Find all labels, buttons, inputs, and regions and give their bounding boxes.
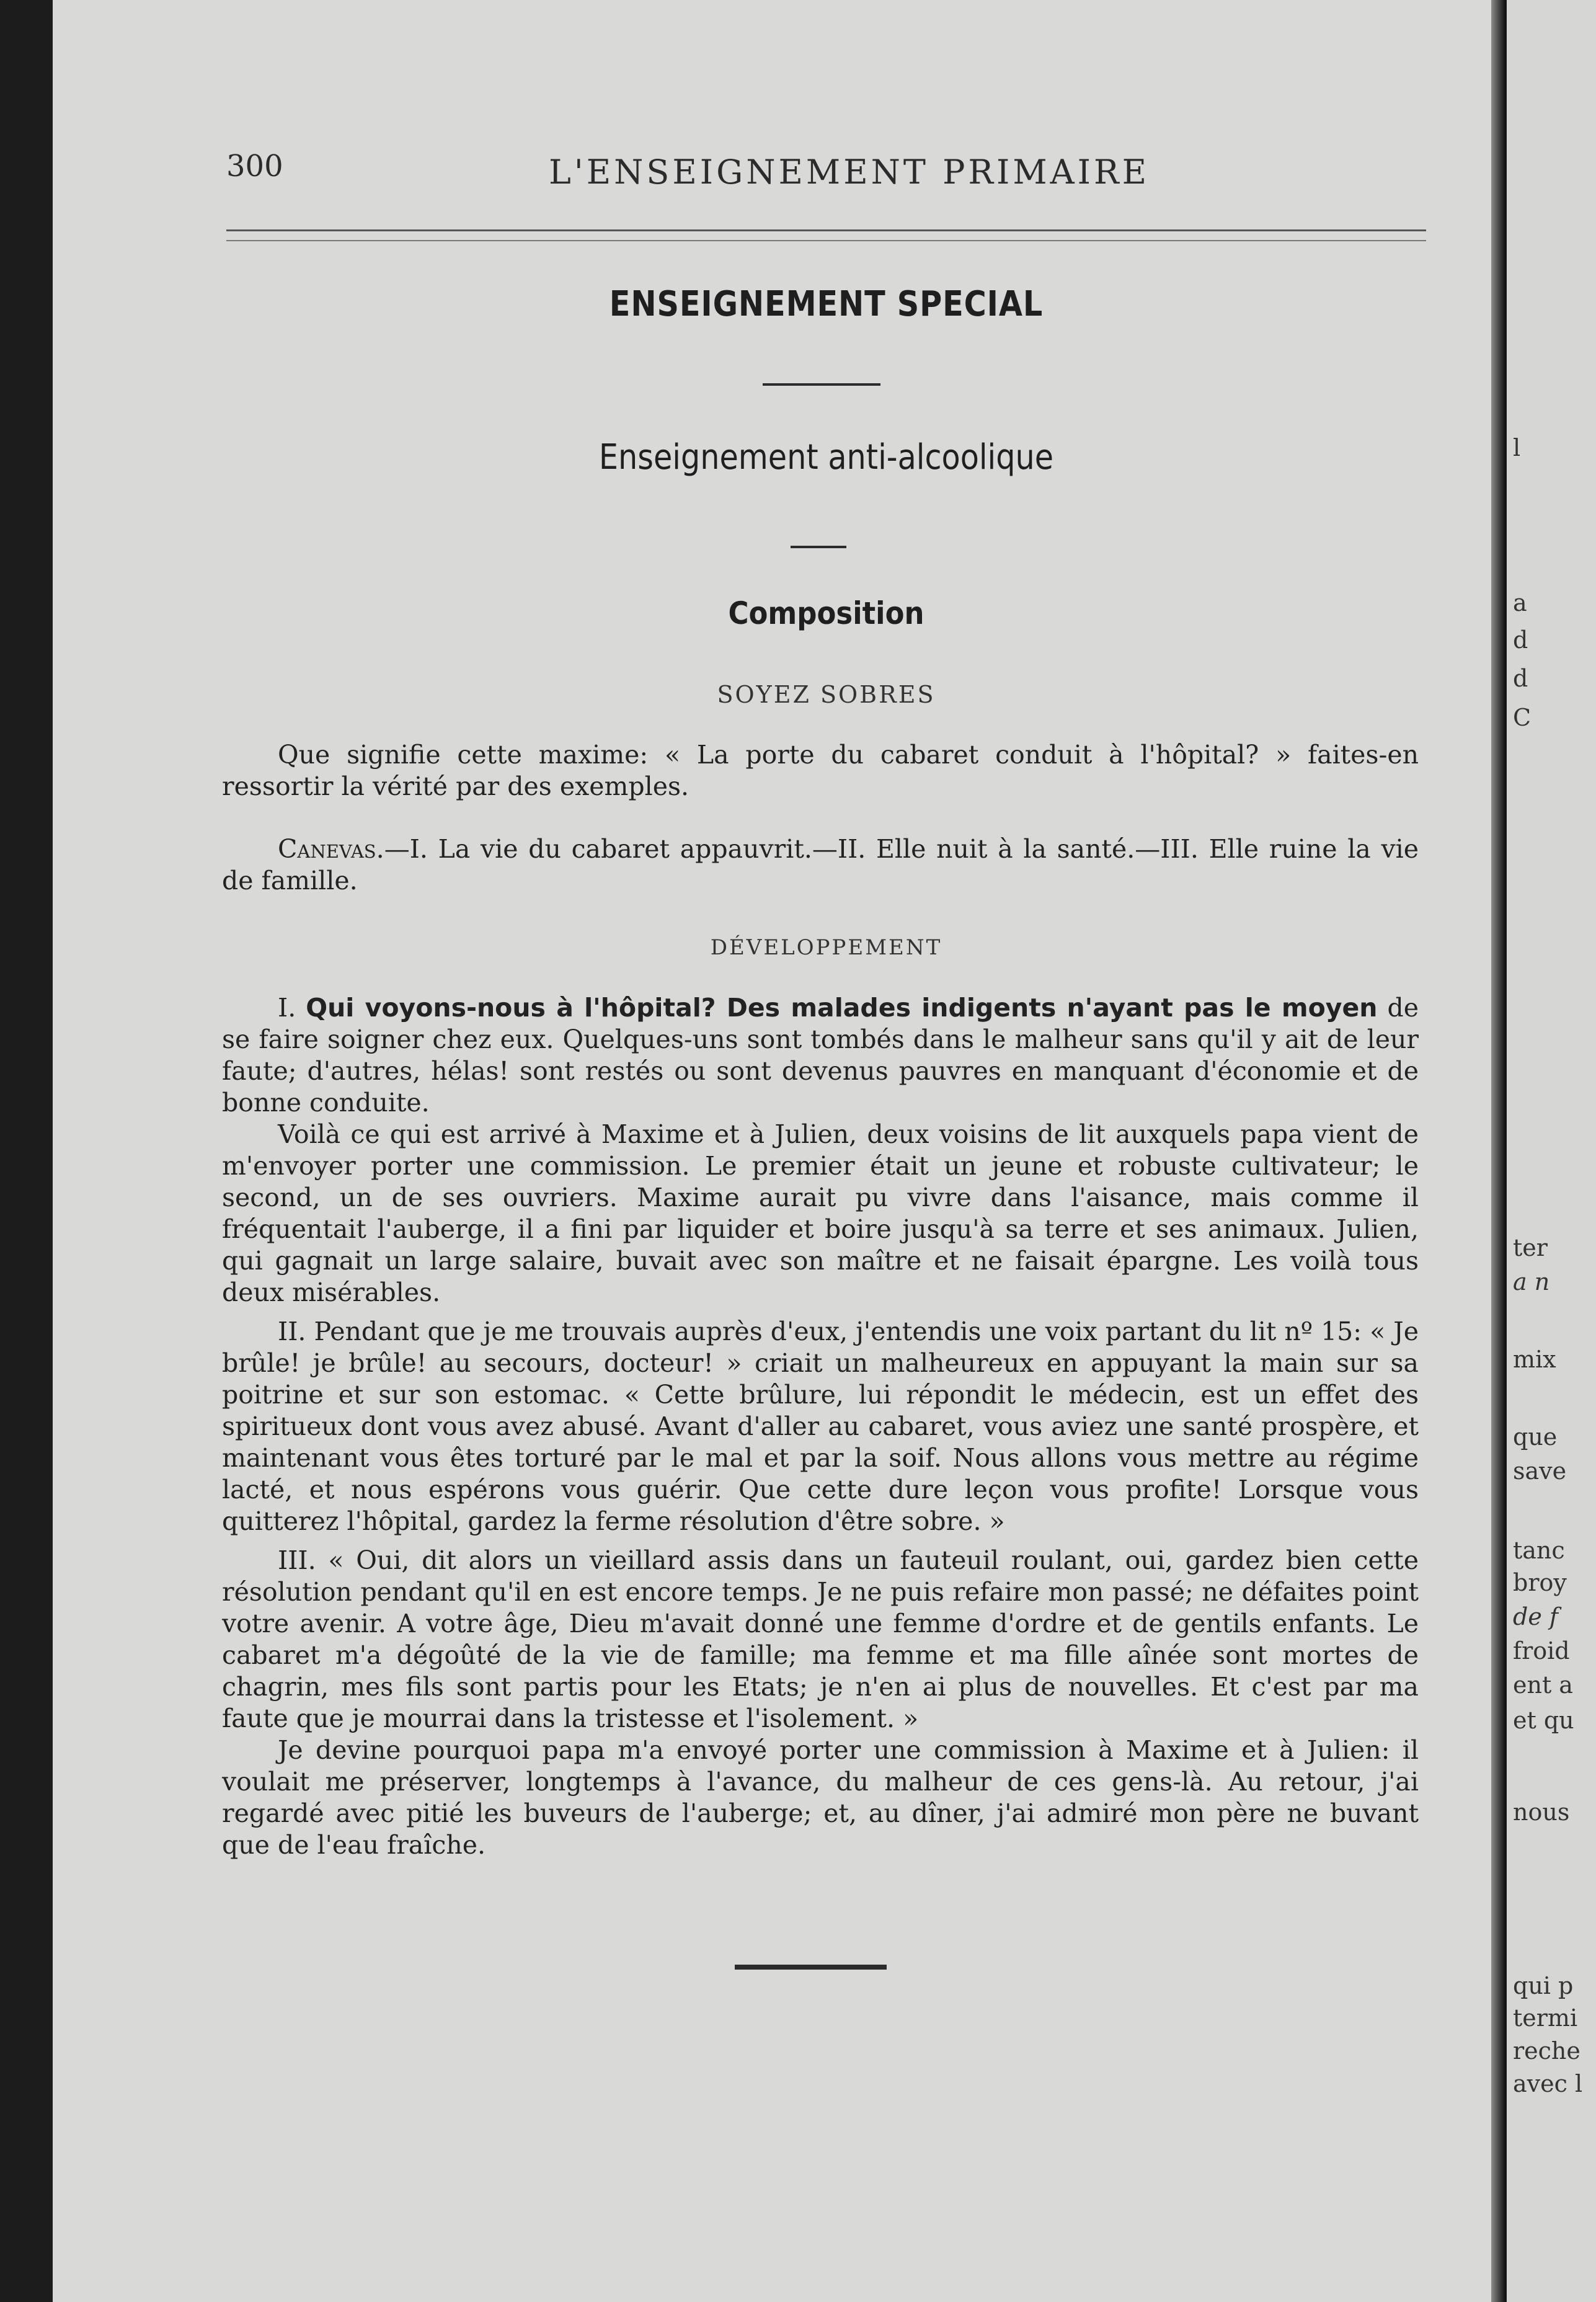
paragraph-part-2 <box>222 1316 1419 1537</box>
topic-heading: SOYEZ SOBRES <box>717 681 936 708</box>
header-double-rule <box>226 229 1426 241</box>
developpement-heading: DÉVELOPPEMENT <box>710 935 942 960</box>
facing-fragment: tanc <box>1513 1537 1565 1564</box>
divider-rule <box>791 546 846 548</box>
facing-fragment: termi <box>1513 2004 1578 2032</box>
part-numeral: III. <box>278 1545 316 1575</box>
page-number: 300 <box>226 149 283 184</box>
facing-fragment: reche <box>1513 2037 1580 2064</box>
facing-fragment: save <box>1513 1457 1567 1485</box>
paragraph-text: Pendant que je me trouvais auprès d'eux, j'entendis une voix partant du lit nº 15: « Je brûle! je brûle! au secours, docteur! » criait un malheureux en appuyant la main sur sa poitrine et sur son estomac. « Cette brûlure, lui répondit le médecin, est un effet des spiritueux dont vous avez abusé. Avant d'aller au cabaret, vous aviez une santé prospère, et maintenant vous êtes torturé par le mal et par la soif. Nous allons vous mettre au régime lacté, et nous espérons vous guérir. Que cette dure leçon vous profite! Lorsque vous quitterez l'hôpital, gardez la ferme résolution d'être sobre. » <box>222 1317 1419 1536</box>
facing-fragment: avec l <box>1513 2070 1583 2097</box>
composition-title: Composition <box>728 595 924 631</box>
facing-fragment: nous <box>1513 1798 1570 1826</box>
paragraph-conclusion: Je devine pourquoi papa m'a envoyé porter une commission à Maxime et à Julien: il voulait me préserver, longtemps à l'avance, du malheur de ces gens-là. Au retour, j'ai regardé avec pitié les buveurs de l'auberge; et, au dîner, j'ai admiré mon père ne buvant que de l'eau fraîche. <box>222 1735 1419 1860</box>
paragraph-part-1 <box>222 992 1419 1119</box>
facing-fragment: et qu <box>1513 1707 1574 1734</box>
facing-fragment: ter <box>1513 1234 1548 1261</box>
facing-fragment: a <box>1513 589 1527 616</box>
page-header <box>226 149 1426 198</box>
facing-fragment: a n <box>1513 1268 1550 1295</box>
end-rule <box>735 1965 887 1970</box>
canevas-text <box>222 833 1419 897</box>
facing-fragment: l <box>1513 434 1521 461</box>
canevas-outline: —I. La vie du cabaret appauvrit.—II. Elle nuit à la santé.—III. Elle ruine la vie de famille. <box>222 834 1419 895</box>
canevas-paragraph <box>222 833 1419 897</box>
facing-fragment: de f <box>1513 1603 1558 1630</box>
paragraph-maxime-julien: Voilà ce qui est arrivé à Maxime et à Julien, deux voisins de lit auxquels papa vient de m'envoyer porter une commission. Le premier était un jeune et robuste cultivateur; le second, un de ses ouvriers. Maxime aurait pu vivre dans l'aisance, mais comme il fréquentait l'auberge, il a fini par liquider et boire jusqu'à sa terre et ses animaux. Julien, qui gagnait un large salaire, buvait avec son maître et ne faisait épargne. Les voilà tous deux misérables. <box>222 1119 1419 1307</box>
facing-fragment: C <box>1513 704 1532 731</box>
facing-fragment: que <box>1513 1423 1558 1451</box>
facing-fragment: broy <box>1513 1569 1567 1596</box>
facing-page-edge <box>1507 0 1596 2302</box>
facing-fragment: d <box>1513 665 1528 692</box>
paragraph-lead: Qui voyons-nous à l'hôpital? Des malades indigents n'ayant pas le moyen <box>306 993 1378 1023</box>
subsection-title: Enseignement anti-alcoolique <box>598 437 1054 478</box>
facing-fragment: ent a <box>1513 1671 1573 1699</box>
paragraph-text: « Oui, dit alors un vieillard assis dans un fauteuil roulant, oui, gardez bien cette résolution pendant qu'il en est encore temps. Je ne puis refaire mon passé; ne défaites point votre avenir. A votre âge, Dieu m'avait donné une femme d'ordre et de gentils enfants. Le cabaret m'a dégoûté de la vie de famille; ma femme et ma fille aînée sont mortes de chagrin, mes fils sont partis pour les Etats; je n'en ai plus de nouvelles. Et c'est par ma faute que je mourrai dans la tristesse et l'isolement. » <box>222 1545 1419 1733</box>
question-text: Que signifie cette maxime: « La porte du cabaret conduit à l'hôpital? » faites-en ressortir la vérité par des exemples. <box>222 740 1419 801</box>
facing-fragment: froid <box>1513 1637 1570 1664</box>
part-numeral: I. <box>278 993 296 1023</box>
facing-fragment: d <box>1513 626 1528 654</box>
running-head: L'ENSEIGNEMENT PRIMAIRE <box>549 153 1150 192</box>
paragraph-text: de se faire soigner chez eux. Quelques-uns sont tombés dans le malheur sans qu'il y ait de leur faute; d'autres, hélas! sont restés ou sont devenus pauvres en manquant d'économie et de bonne conduite. <box>222 993 1419 1118</box>
facing-fragment: qui p <box>1513 1972 1574 1999</box>
question-paragraph <box>222 739 1419 802</box>
canevas-label: Canevas. <box>278 834 384 864</box>
paragraph-part-3 <box>222 1545 1419 1735</box>
section-title: ENSEIGNEMENT SPECIAL <box>609 284 1044 324</box>
part-numeral: II. <box>278 1317 306 1346</box>
facing-fragment: mix <box>1513 1346 1556 1373</box>
divider-rule <box>763 383 880 386</box>
developpement-body <box>222 992 1419 1861</box>
